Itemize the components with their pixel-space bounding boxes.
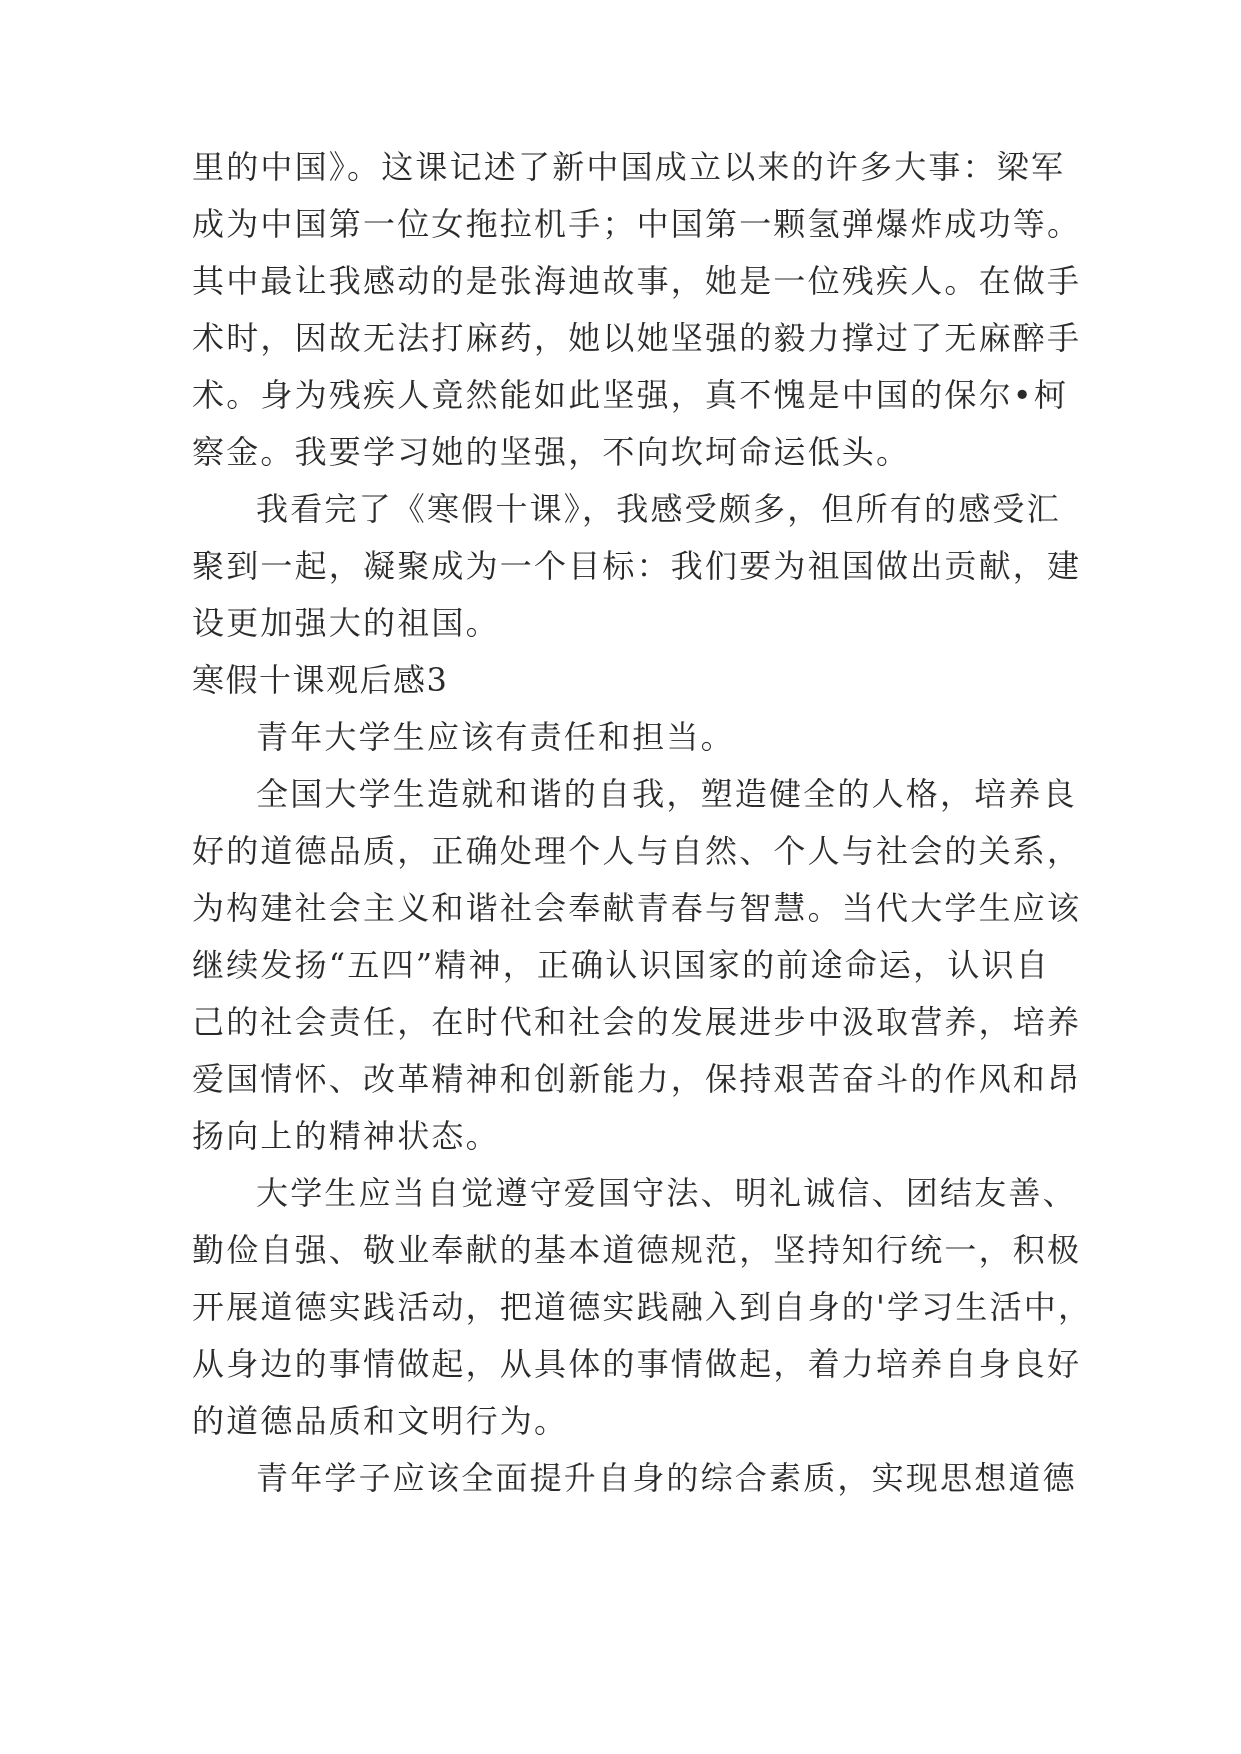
text-line: 里的中国》。这课记述了新中国成立以来的许多大事：梁军 — [192, 148, 1066, 186]
text-line: 察金。我要学习她的坚强，不向坎坷命运低头。 — [192, 433, 911, 471]
text-line: 爱国情怀、改革精神和创新能力，保持艰苦奋斗的作风和昂 — [192, 1060, 1082, 1098]
text-line: 术。身为残疾人竟然能如此坚强，真不愧是中国的保尔•柯 — [192, 376, 1069, 414]
text-line: 好的道德品质，正确处理个人与自然、个人与社会的关系， — [192, 832, 1082, 870]
text-line: 术时，因故无法打麻药，她以她坚强的毅力撑过了无麻醉手 — [192, 319, 1082, 357]
paragraph-first-line: 大学生应当自觉遵守爱国守法、明礼诚信、团结友善、 — [256, 1174, 1077, 1212]
text-line: 扬向上的精神状态。 — [192, 1117, 500, 1155]
text-line: 聚到一起，凝聚成为一个目标：我们要为祖国做出贡献，建 — [192, 547, 1082, 585]
paragraph-first-line: 我看完了《寒假十课》，我感受颇多，但所有的感受汇 — [256, 490, 1061, 528]
text-line: 继续发扬“五四”精神，正确认识国家的前途命运，认识自 — [192, 946, 1050, 984]
paragraph-first-line: 青年大学生应该有责任和担当。 — [256, 718, 735, 756]
text-line: 其中最让我感动的是张海迪故事，她是一位残疾人。在做手 — [192, 262, 1082, 300]
paragraph-first-line: 全国大学生造就和谐的自我，塑造健全的人格，培养良 — [256, 775, 1077, 813]
text-line: 勤俭自强、敬业奉献的基本道德规范，坚持知行统一，积极 — [192, 1231, 1082, 1269]
paragraph-first-line: 青年学子应该全面提升自身的综合素质，实现思想道德 — [256, 1459, 1077, 1497]
text-line: 己的社会责任，在时代和社会的发展进步中汲取营养，培养 — [192, 1003, 1082, 1041]
section-heading: 寒假十课观后感3 — [192, 661, 449, 699]
text-line: 开展道德实践活动，把道德实践融入到自身的'学习生活中， — [192, 1288, 1093, 1326]
text-line: 成为中国第一位女拖拉机手；中国第一颗氢弹爆炸成功等。 — [192, 205, 1082, 243]
text-line: 为构建社会主义和谐社会奉献青春与智慧。当代大学生应该 — [192, 889, 1082, 927]
text-line: 的道德品质和文明行为。 — [192, 1402, 569, 1440]
text-line: 从身边的事情做起，从具体的事情做起，着力培养自身良好 — [192, 1345, 1082, 1383]
text-line: 设更加强大的祖国。 — [192, 604, 500, 642]
